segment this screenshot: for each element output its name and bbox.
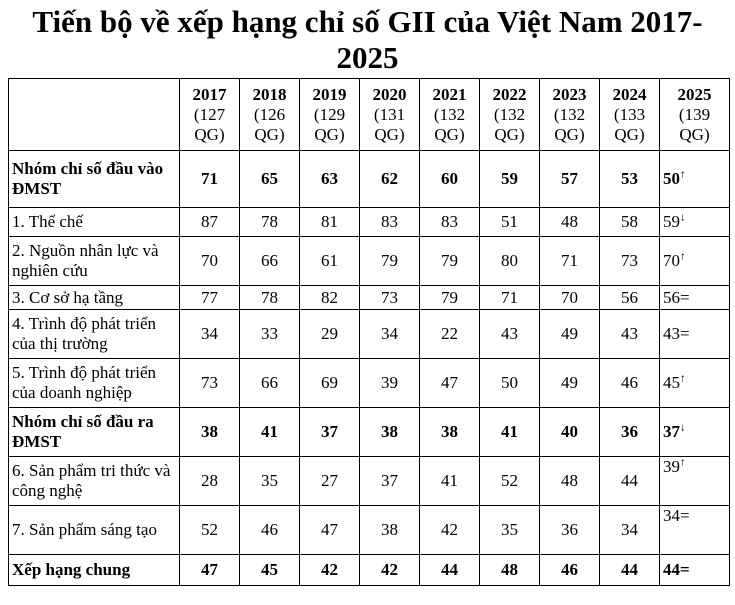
gii-ranking-table bbox=[8, 78, 730, 586]
rank-cell-2025 bbox=[660, 310, 730, 359]
rank-cell-2025 bbox=[660, 457, 730, 506]
rank-cell: 38 bbox=[180, 408, 240, 457]
table-header-row bbox=[9, 79, 730, 151]
rank-cell: 56 bbox=[600, 286, 660, 310]
rank-cell: 49 bbox=[540, 359, 600, 408]
rank-cell: 69 bbox=[300, 359, 360, 408]
rank-cell: 81 bbox=[300, 208, 360, 237]
rank-cell: 48 bbox=[480, 555, 540, 586]
rank-cell: 66 bbox=[240, 359, 300, 408]
year-label: 2024 bbox=[612, 84, 647, 104]
rank-cell: 80 bbox=[480, 237, 540, 286]
rank-cell: 51 bbox=[480, 208, 540, 237]
rank-cell: 49 bbox=[540, 310, 600, 359]
rank-cell: 83 bbox=[420, 208, 480, 237]
rank-value-2025: 45 bbox=[663, 373, 680, 392]
year-header bbox=[600, 79, 660, 151]
rank-cell: 29 bbox=[300, 310, 360, 359]
rank-cell: 44 bbox=[600, 457, 660, 506]
rank-cell: 46 bbox=[540, 555, 600, 586]
table-row bbox=[9, 408, 730, 457]
year-label: 2017 bbox=[192, 84, 227, 104]
rank-cell: 46 bbox=[600, 359, 660, 408]
rank-cell: 34 bbox=[600, 506, 660, 555]
header-empty-cell bbox=[9, 79, 180, 151]
rank-cell: 47 bbox=[180, 555, 240, 586]
rank-cell: 38 bbox=[360, 506, 420, 555]
country-count-label: (129 QG) bbox=[313, 104, 346, 144]
rank-value-2025: 59 bbox=[663, 212, 680, 231]
rank-cell: 71 bbox=[540, 237, 600, 286]
rank-cell: 43 bbox=[600, 310, 660, 359]
row-label: 4. Trình độ phát triển của thị trường bbox=[9, 310, 180, 359]
rank-value-2025: 50 bbox=[663, 169, 680, 188]
rank-cell: 66 bbox=[240, 237, 300, 286]
row-label: Nhóm chỉ số đầu vào ĐMST bbox=[9, 151, 180, 208]
table-row bbox=[9, 310, 730, 359]
rank-cell: 50 bbox=[480, 359, 540, 408]
rank-value-2025: 37 bbox=[663, 422, 680, 441]
year-header bbox=[480, 79, 540, 151]
year-label: 2020 bbox=[372, 84, 407, 104]
year-header bbox=[300, 79, 360, 151]
rank-cell: 44 bbox=[600, 555, 660, 586]
rank-cell: 63 bbox=[300, 151, 360, 208]
rank-cell: 44 bbox=[420, 555, 480, 586]
rank-cell: 35 bbox=[480, 506, 540, 555]
page-title: Tiến bộ về xếp hạng chỉ số GII của Việt Nam 2017-2025 bbox=[32, 4, 703, 75]
year-header bbox=[660, 79, 730, 151]
rank-cell: 71 bbox=[480, 286, 540, 310]
rank-cell: 79 bbox=[420, 237, 480, 286]
rank-cell: 38 bbox=[420, 408, 480, 457]
rank-cell: 57 bbox=[540, 151, 600, 208]
table-row bbox=[9, 457, 730, 506]
year-label: 2022 bbox=[492, 84, 527, 104]
rank-cell-2025 bbox=[660, 408, 730, 457]
table-row bbox=[9, 151, 730, 208]
rank-cell: 48 bbox=[540, 208, 600, 237]
rank-cell: 73 bbox=[180, 359, 240, 408]
rank-value-2025: 56= bbox=[663, 287, 690, 307]
row-label: 6. Sản phẩm tri thức và công nghệ bbox=[9, 457, 180, 506]
table-row bbox=[9, 555, 730, 586]
country-count-label: (132 QG) bbox=[553, 104, 586, 144]
rank-cell: 52 bbox=[180, 506, 240, 555]
rank-cell: 62 bbox=[360, 151, 420, 208]
rank-cell: 79 bbox=[360, 237, 420, 286]
year-label: 2018 bbox=[252, 84, 287, 104]
country-count-label: (133 QG) bbox=[613, 104, 646, 144]
rank-cell: 33 bbox=[240, 310, 300, 359]
rank-cell: 78 bbox=[240, 286, 300, 310]
rank-cell: 53 bbox=[600, 151, 660, 208]
rank-cell: 41 bbox=[240, 408, 300, 457]
arrow-down-icon: ↓ bbox=[680, 211, 686, 224]
rank-cell: 79 bbox=[420, 286, 480, 310]
table-row bbox=[9, 286, 730, 310]
rank-value-2025: 44= bbox=[663, 560, 690, 579]
rank-cell-2025 bbox=[660, 506, 730, 555]
rank-cell: 73 bbox=[600, 237, 660, 286]
country-count-label: (132 QG) bbox=[493, 104, 526, 144]
rank-cell: 43 bbox=[480, 310, 540, 359]
year-header bbox=[540, 79, 600, 151]
table-row bbox=[9, 208, 730, 237]
rank-cell: 22 bbox=[420, 310, 480, 359]
rank-cell: 28 bbox=[180, 457, 240, 506]
rank-cell: 73 bbox=[360, 286, 420, 310]
rank-cell-2025 bbox=[660, 151, 730, 208]
year-header bbox=[420, 79, 480, 151]
row-label: 7. Sản phẩm sáng tạo bbox=[9, 506, 180, 555]
rank-cell: 41 bbox=[420, 457, 480, 506]
row-label: 2. Nguồn nhân lực và nghiên cứu bbox=[9, 237, 180, 286]
year-label: 2021 bbox=[432, 84, 467, 104]
country-count-label: (127 QG) bbox=[193, 104, 226, 144]
year-label: 2025 bbox=[677, 84, 712, 104]
rank-cell: 42 bbox=[300, 555, 360, 586]
rank-cell: 77 bbox=[180, 286, 240, 310]
row-label: Nhóm chỉ số đầu ra ĐMST bbox=[9, 408, 180, 457]
country-count-label: (139 QG) bbox=[678, 104, 711, 144]
arrow-up-icon: ↑ bbox=[680, 456, 686, 469]
country-count-label: (131 QG) bbox=[373, 104, 406, 144]
rank-cell: 42 bbox=[420, 506, 480, 555]
year-header bbox=[360, 79, 420, 151]
row-label: 1. Thể chế bbox=[9, 208, 180, 237]
row-label: Xếp hạng chung bbox=[9, 555, 180, 586]
rank-cell: 83 bbox=[360, 208, 420, 237]
row-label: 3. Cơ sở hạ tầng bbox=[9, 286, 180, 310]
arrow-up-icon: ↑ bbox=[680, 168, 686, 181]
table-row bbox=[9, 237, 730, 286]
year-label: 2019 bbox=[312, 84, 347, 104]
rank-cell: 34 bbox=[360, 310, 420, 359]
arrow-up-icon: ↑ bbox=[680, 250, 686, 263]
year-label: 2023 bbox=[552, 84, 587, 104]
rank-cell: 37 bbox=[360, 457, 420, 506]
row-label: 5. Trình độ phát triển của doanh nghiệp bbox=[9, 359, 180, 408]
table-row bbox=[9, 359, 730, 408]
rank-value-2025: 39 bbox=[663, 457, 680, 476]
rank-cell: 82 bbox=[300, 286, 360, 310]
country-count-label: (126 QG) bbox=[253, 104, 286, 144]
rank-cell: 71 bbox=[180, 151, 240, 208]
rank-cell: 61 bbox=[300, 237, 360, 286]
rank-cell: 39 bbox=[360, 359, 420, 408]
rank-cell: 36 bbox=[600, 408, 660, 457]
rank-cell: 41 bbox=[480, 408, 540, 457]
rank-cell-2025 bbox=[660, 555, 730, 586]
rank-cell: 60 bbox=[420, 151, 480, 208]
rank-cell-2025 bbox=[660, 286, 730, 310]
rank-cell: 40 bbox=[540, 408, 600, 457]
rank-cell: 45 bbox=[240, 555, 300, 586]
rank-cell-2025 bbox=[660, 237, 730, 286]
rank-cell: 37 bbox=[300, 408, 360, 457]
table-row bbox=[9, 506, 730, 555]
rank-cell: 70 bbox=[540, 286, 600, 310]
rank-cell: 42 bbox=[360, 555, 420, 586]
rank-cell: 48 bbox=[540, 457, 600, 506]
table-body bbox=[9, 151, 730, 586]
rank-cell: 59 bbox=[480, 151, 540, 208]
rank-cell: 65 bbox=[240, 151, 300, 208]
rank-cell: 58 bbox=[600, 208, 660, 237]
rank-cell: 78 bbox=[240, 208, 300, 237]
rank-cell: 46 bbox=[240, 506, 300, 555]
rank-cell: 36 bbox=[540, 506, 600, 555]
rank-value-2025: 43= bbox=[663, 324, 690, 343]
rank-cell: 47 bbox=[420, 359, 480, 408]
rank-value-2025: 34= bbox=[663, 506, 690, 525]
year-header bbox=[240, 79, 300, 151]
rank-cell: 38 bbox=[360, 408, 420, 457]
arrow-up-icon: ↑ bbox=[680, 372, 686, 385]
rank-cell: 52 bbox=[480, 457, 540, 506]
rank-cell: 34 bbox=[180, 310, 240, 359]
rank-cell-2025 bbox=[660, 359, 730, 408]
rank-cell: 87 bbox=[180, 208, 240, 237]
rank-value-2025: 70 bbox=[663, 251, 680, 270]
rank-cell: 47 bbox=[300, 506, 360, 555]
year-header bbox=[180, 79, 240, 151]
arrow-down-icon: ↓ bbox=[680, 421, 686, 434]
rank-cell: 70 bbox=[180, 237, 240, 286]
country-count-label: (132 QG) bbox=[433, 104, 466, 144]
rank-cell: 35 bbox=[240, 457, 300, 506]
rank-cell-2025 bbox=[660, 208, 730, 237]
rank-cell: 27 bbox=[300, 457, 360, 506]
